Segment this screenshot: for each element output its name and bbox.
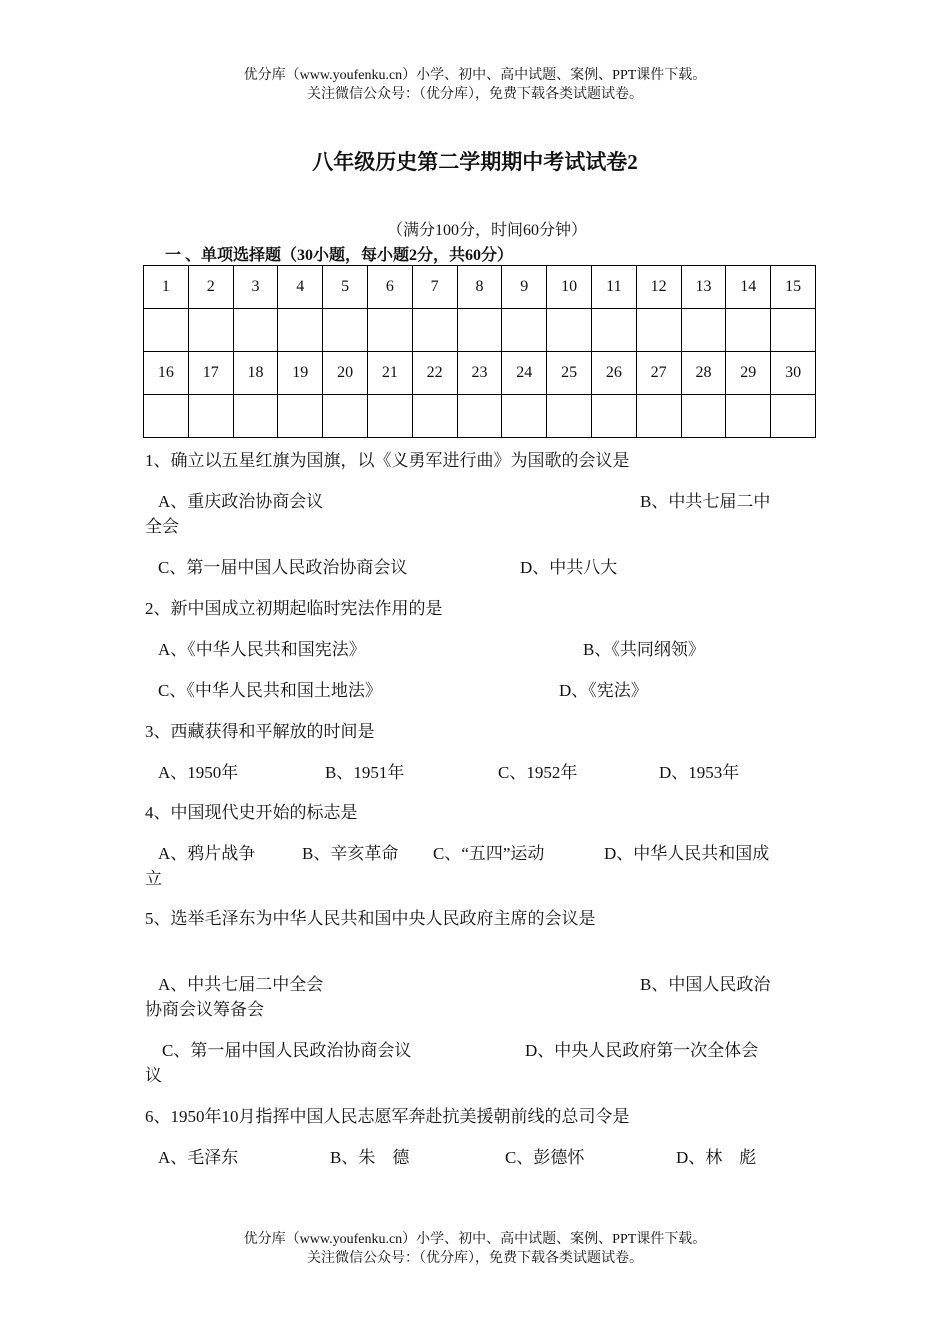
section-heading: 一 、单项选择题（30小题，每小题2分，共60分） <box>165 247 514 264</box>
question-2-option-c: C、《中华人民共和国土地法》 <box>158 681 382 700</box>
answer-grid-number-cell: 13 <box>681 266 726 309</box>
answer-grid-answer-row <box>144 309 816 352</box>
answer-grid-answer-cell[interactable] <box>188 309 233 352</box>
question-5-option-d: D、中央人民政府第一次全体会 <box>525 1041 759 1060</box>
page-footer <box>0 1230 950 1268</box>
answer-grid-number-cell: 24 <box>502 352 547 395</box>
answer-grid-answer-cell[interactable] <box>323 309 368 352</box>
answer-grid-answer-cell[interactable] <box>412 309 457 352</box>
answer-grid-answer-cell[interactable] <box>726 309 771 352</box>
answer-grid-number-cell: 7 <box>412 266 457 309</box>
question-2-option-b: B、《共同纲领》 <box>583 640 705 659</box>
answer-grid-number-cell: 4 <box>278 266 323 309</box>
exam-title: 八年级历史第二学期期中考试试卷2 <box>312 150 638 174</box>
footer-line-1: 优分库（www.youfenku.cn）小学、初中、高中试题、案例、PPT课件下载。 <box>243 1232 707 1247</box>
question-4-option-a: A、鸦片战争 <box>158 844 256 863</box>
question-3-option-c: C、1952年 <box>498 763 578 782</box>
question-4-option-d: D、中华人民共和国成 <box>604 844 770 863</box>
answer-grid-number-cell: 16 <box>144 352 189 395</box>
answer-grid-answer-cell[interactable] <box>726 395 771 438</box>
answer-grid-answer-cell[interactable] <box>367 309 412 352</box>
answer-grid-answer-cell[interactable] <box>547 395 592 438</box>
question-5-stem: 5、选举毛泽东为中华人民共和国中央人民政府主席的会议是 <box>145 909 596 928</box>
answer-grid-number-cell: 14 <box>726 266 771 309</box>
question-6-option-c: C、彭德怀 <box>505 1148 585 1167</box>
answer-grid-number-cell: 10 <box>547 266 592 309</box>
answer-grid-number-cell: 11 <box>591 266 636 309</box>
answer-grid-answer-cell[interactable] <box>367 395 412 438</box>
answer-grid-answer-cell[interactable] <box>636 309 681 352</box>
answer-grid-number-cell: 15 <box>771 266 816 309</box>
answer-grid-number-cell: 2 <box>188 266 233 309</box>
answer-grid-number-row <box>144 352 816 395</box>
answer-grid-number-cell: 30 <box>771 352 816 395</box>
answer-grid-answer-cell[interactable] <box>771 309 816 352</box>
question-1-option-b-wrap: 全会 <box>145 517 179 536</box>
question-2-stem: 2、新中国成立初期起临时宪法作用的是 <box>145 599 443 618</box>
answer-grid-answer-cell[interactable] <box>502 395 547 438</box>
page-header <box>0 66 950 104</box>
answer-grid-number-cell: 5 <box>323 266 368 309</box>
answer-grid-number-cell: 9 <box>502 266 547 309</box>
question-1-option-b: B、中共七届二中 <box>640 492 771 511</box>
answer-grid-answer-cell[interactable] <box>502 309 547 352</box>
answer-grid-answer-cell[interactable] <box>457 309 502 352</box>
question-6-option-b: B、朱 德 <box>330 1148 410 1167</box>
answer-grid-number-row <box>144 266 816 309</box>
answer-grid-number-cell: 22 <box>412 352 457 395</box>
question-6-option-a: A、毛泽东 <box>158 1148 239 1167</box>
question-3-option-d: D、1953年 <box>659 763 740 782</box>
answer-grid-number-cell: 29 <box>726 352 771 395</box>
answer-grid-answer-cell[interactable] <box>591 395 636 438</box>
answer-grid-number-cell: 28 <box>681 352 726 395</box>
question-4-option-d-wrap: 立 <box>145 869 162 888</box>
question-5-option-c: C、第一届中国人民政治协商会议 <box>162 1041 412 1060</box>
question-3-option-b: B、1951年 <box>325 763 405 782</box>
answer-grid-number-cell: 20 <box>323 352 368 395</box>
question-1-option-d: D、中共八大 <box>520 558 618 577</box>
answer-grid-number-cell: 17 <box>188 352 233 395</box>
answer-grid-answer-cell[interactable] <box>681 309 726 352</box>
answer-grid-answer-cell[interactable] <box>144 309 189 352</box>
answer-grid-answer-cell[interactable] <box>547 309 592 352</box>
answer-grid-number-cell: 18 <box>233 352 278 395</box>
header-line-2: 关注微信公众号：（优分库），免费下载各类试题试卷。 <box>307 87 643 102</box>
answer-grid-number-cell: 3 <box>233 266 278 309</box>
answer-grid-answer-row <box>144 395 816 438</box>
answer-grid-answer-cell[interactable] <box>457 395 502 438</box>
answer-grid-answer-cell[interactable] <box>233 395 278 438</box>
answer-grid-number-cell: 21 <box>367 352 412 395</box>
question-5-option-d-wrap: 议 <box>145 1066 162 1085</box>
question-5-option-b: B、中国人民政治 <box>640 975 771 994</box>
question-6-option-d: D、林 彪 <box>676 1148 757 1167</box>
question-4-stem: 4、中国现代史开始的标志是 <box>145 803 358 822</box>
question-4-option-c: C、“五四”运动 <box>433 844 545 863</box>
answer-grid-number-cell: 6 <box>367 266 412 309</box>
answer-grid-answer-cell[interactable] <box>681 395 726 438</box>
answer-grid-answer-cell[interactable] <box>412 395 457 438</box>
answer-grid-answer-cell[interactable] <box>323 395 368 438</box>
question-2-option-a: A、《中华人民共和国宪法》 <box>158 640 366 659</box>
answer-grid-number-cell: 12 <box>636 266 681 309</box>
answer-grid-answer-cell[interactable] <box>144 395 189 438</box>
question-3-stem: 3、西藏获得和平解放的时间是 <box>145 722 375 741</box>
answer-grid-answer-cell[interactable] <box>771 395 816 438</box>
answer-grid-number-cell: 25 <box>547 352 592 395</box>
header-line-1: 优分库（www.youfenku.cn）小学、初中、高中试题、案例、PPT课件下载。 <box>243 68 707 83</box>
question-5-option-b-wrap: 协商会议筹备会 <box>145 1000 264 1019</box>
answer-grid-number-cell: 26 <box>591 352 636 395</box>
answer-grid-answer-cell[interactable] <box>636 395 681 438</box>
question-1-option-c: C、第一届中国人民政治协商会议 <box>158 558 408 577</box>
footer-line-2: 关注微信公众号：（优分库），免费下载各类试题试卷。 <box>307 1251 643 1266</box>
answer-grid-answer-cell[interactable] <box>591 309 636 352</box>
answer-grid-answer-cell[interactable] <box>278 309 323 352</box>
answer-grid-answer-cell[interactable] <box>188 395 233 438</box>
question-1-option-a: A、重庆政治协商会议 <box>158 492 324 511</box>
exam-subtitle: （满分100分，时间60分钟） <box>386 222 587 239</box>
answer-grid-number-cell: 27 <box>636 352 681 395</box>
question-5-option-a: A、中共七届二中全会 <box>158 975 324 994</box>
answer-grid-number-cell: 1 <box>144 266 189 309</box>
question-1-stem: 1、确立以五星红旗为国旗，以《义勇军进行曲》为国歌的会议是 <box>145 451 630 470</box>
answer-grid-number-cell: 8 <box>457 266 502 309</box>
answer-grid-answer-cell[interactable] <box>278 395 323 438</box>
answer-grid-number-cell: 19 <box>278 352 323 395</box>
question-4-option-b: B、辛亥革命 <box>302 844 399 863</box>
answer-grid <box>143 265 816 438</box>
question-2-option-d: D、《宪法》 <box>559 681 648 700</box>
answer-grid-number-cell: 23 <box>457 352 502 395</box>
answer-grid-answer-cell[interactable] <box>233 309 278 352</box>
question-6-stem: 6、1950年10月指挥中国人民志愿军奔赴抗美援朝前线的总司令是 <box>145 1107 630 1126</box>
question-3-option-a: A、1950年 <box>158 763 239 782</box>
